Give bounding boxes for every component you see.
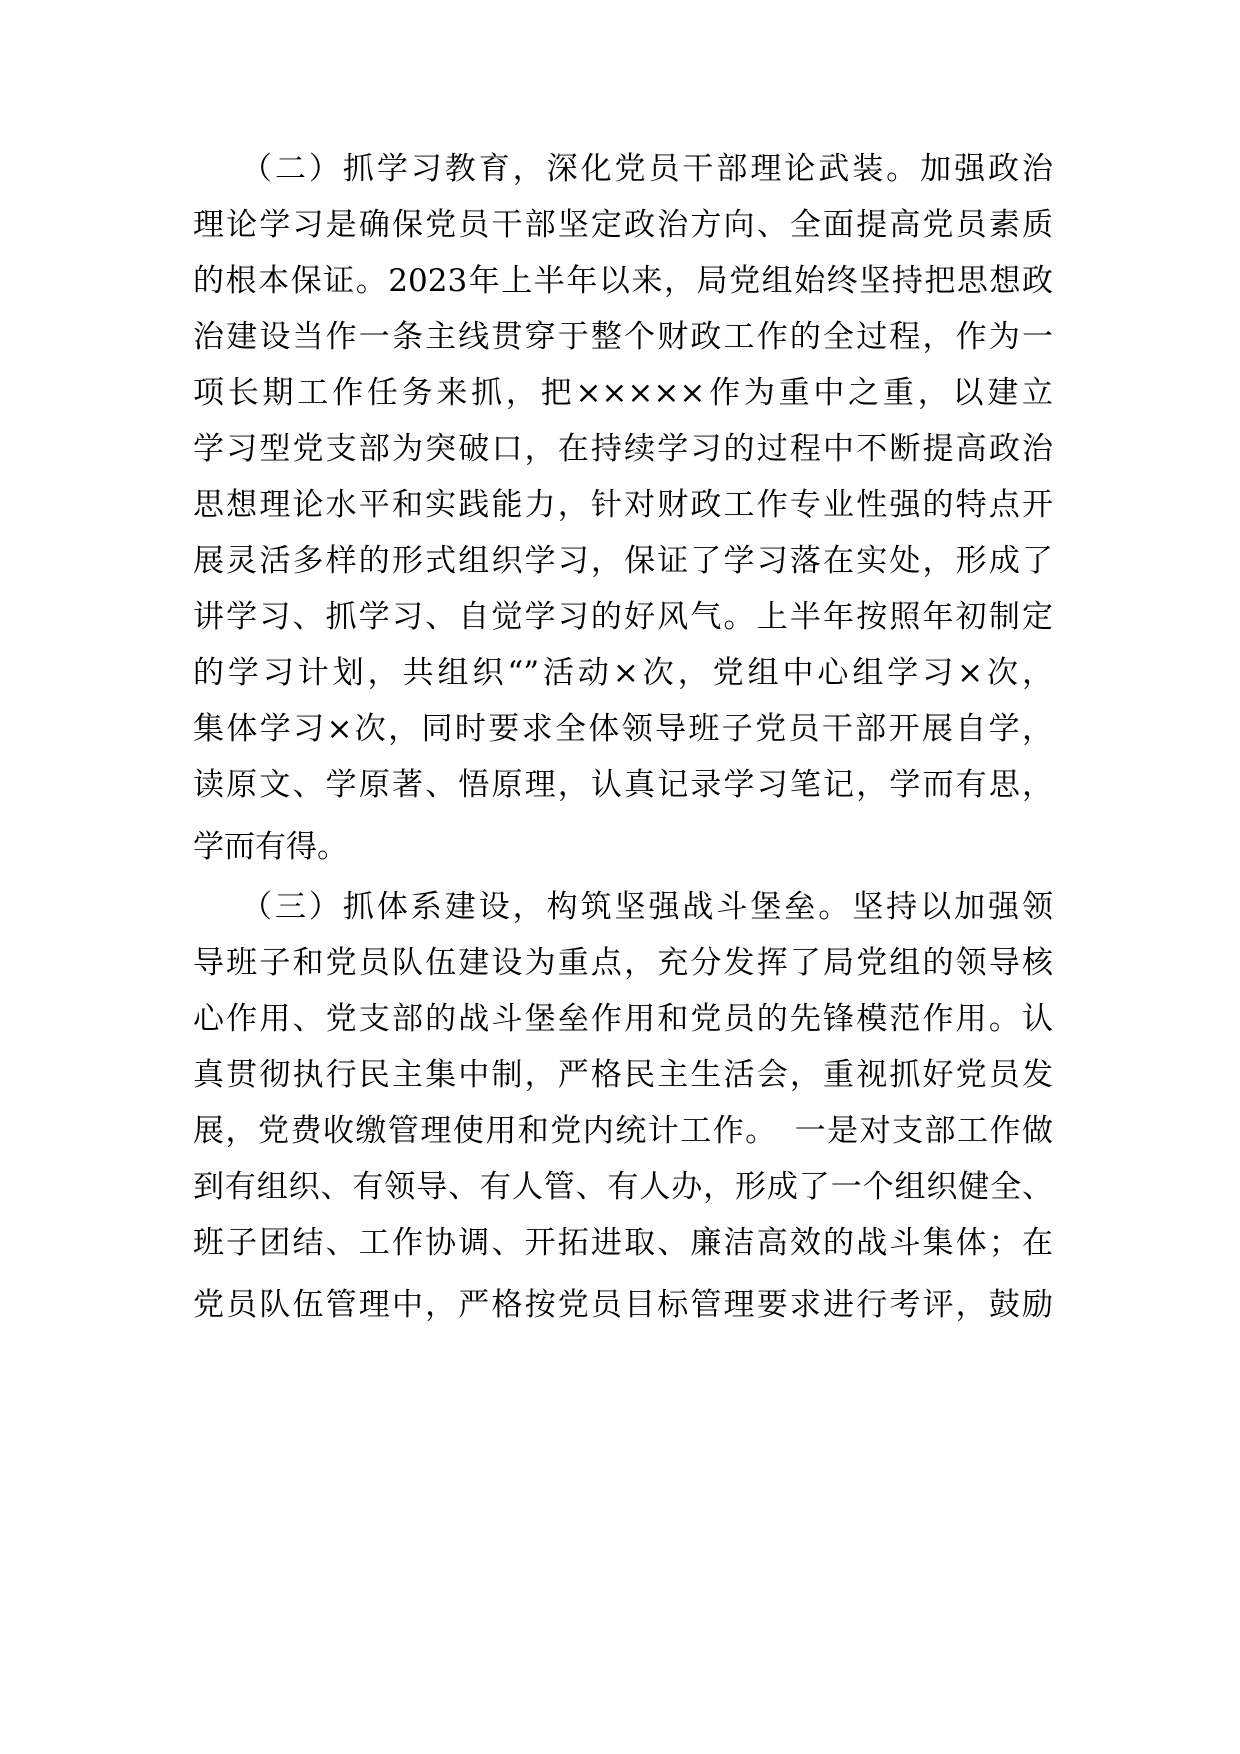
paragraph-line: 党员队伍管理中，严格按党员目标管理要求进行考评，鼓励 bbox=[193, 1287, 1053, 1323]
paragraph-line: 讲学习、抓学习、自觉学习的好风气。上半年按照年初制定 bbox=[193, 599, 1053, 635]
paragraph-line: 学而有得。 bbox=[193, 829, 348, 865]
paragraph-line: 的学习计划，共组织“”活动×次，党组中心组学习×次， bbox=[193, 655, 1053, 691]
paragraph-line: 的根本保证。2023年上半年以来，局党组始终坚持把思想政 bbox=[193, 263, 1053, 299]
paragraph-line: 理论学习是确保党员干部坚定政治方向、全面提高党员素质 bbox=[193, 207, 1053, 243]
paragraph-line: （二）抓学习教育，深化党员干部理论武装。加强政治 bbox=[241, 151, 1053, 187]
paragraph-line: 心作用、党支部的战斗堡垒作用和党员的先锋模范作用。认 bbox=[193, 1001, 1053, 1037]
paragraph-line: 导班子和党员队伍建设为重点，充分发挥了局党组的领导核 bbox=[193, 945, 1053, 981]
paragraph-line: 集体学习×次，同时要求全体领导班子党员干部开展自学， bbox=[193, 711, 1053, 747]
paragraph-line: 思想理论水平和实践能力，针对财政工作专业性强的特点开 bbox=[193, 487, 1053, 523]
paragraph-line: 展灵活多样的形式组织学习，保证了学习落在实处，形成了 bbox=[193, 543, 1053, 579]
paragraph-line: 真贯彻执行民主集中制，严格民主生活会，重视抓好党员发 bbox=[193, 1057, 1053, 1093]
paragraph-line: 治建设当作一条主线贯穿于整个财政工作的全过程，作为一 bbox=[193, 319, 1053, 355]
paragraph-line: 到有组织、有领导、有人管、有人办，形成了一个组织健全、 bbox=[193, 1169, 1053, 1205]
paragraph-line: （三）抓体系建设，构筑坚强战斗堡垒。坚持以加强领 bbox=[241, 889, 1053, 925]
paragraph-line: 读原文、学原著、悟原理，认真记录学习笔记，学而有思， bbox=[193, 767, 1053, 803]
paragraph-line: 学习型党支部为突破口，在持续学习的过程中不断提高政治 bbox=[193, 431, 1053, 467]
paragraph-line: 班子团结、工作协调、开拓进取、廉洁高效的战斗集体；在 bbox=[193, 1225, 1053, 1261]
paragraph-line: 展，党费收缴管理使用和党内统计工作。 一是对支部工作做 bbox=[193, 1113, 1053, 1149]
paragraph-line: 项长期工作任务来抓，把×××××作为重中之重，以建立 bbox=[193, 375, 1053, 411]
